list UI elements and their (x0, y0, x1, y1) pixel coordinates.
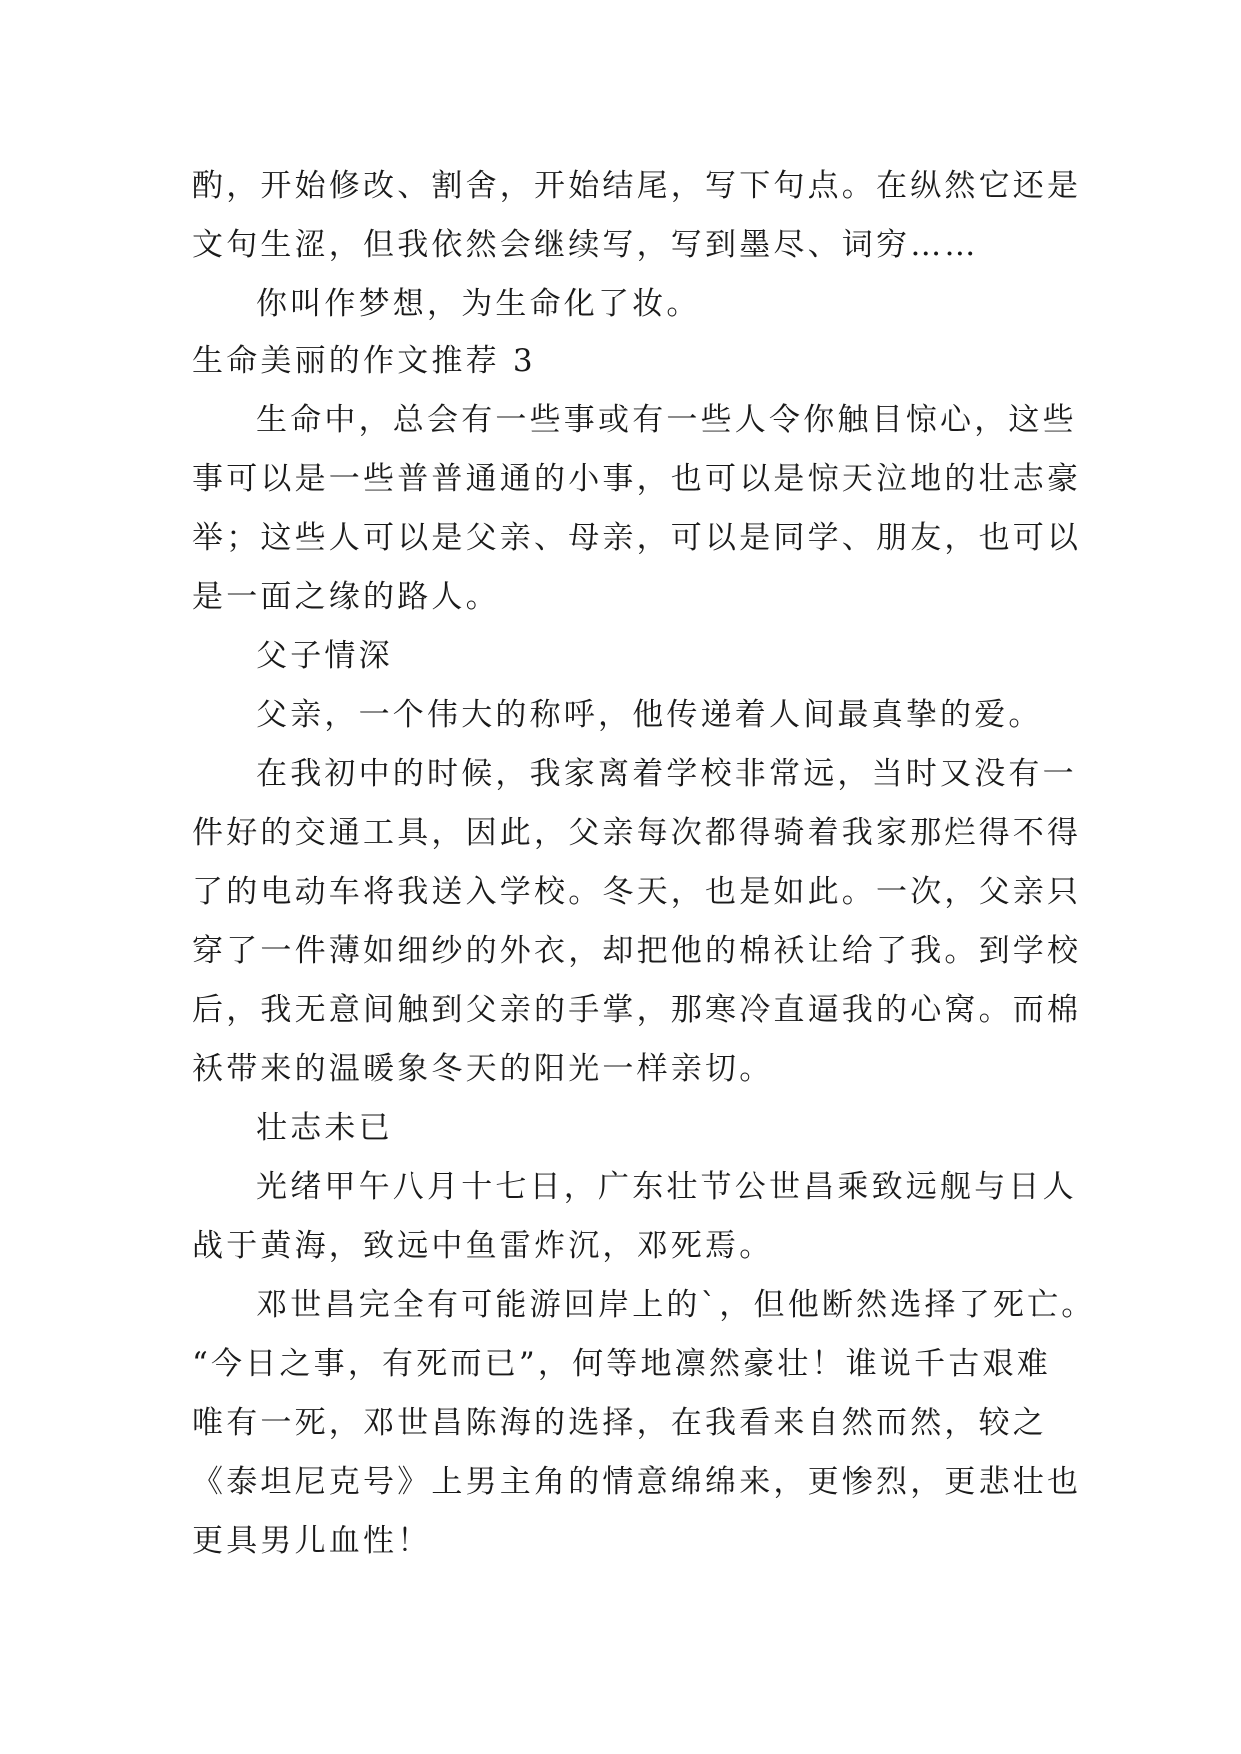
text-line: 穿了一件薄如细纱的外衣，却把他的棉袄让给了我。到学校 (192, 933, 1082, 969)
text-line: “今日之事，有死而已”，何等地凛然豪壮！谁说千古艰难 (192, 1346, 1051, 1382)
text-line: 酌，开始修改、割舍，开始结尾，写下句点。在纵然它还是 (192, 168, 1082, 204)
text-line: 事可以是一些普普通通的小事，也可以是惊天泣地的壮志豪 (192, 461, 1082, 497)
subheading: 父子情深 (256, 638, 393, 674)
text-line: 生命中，总会有一些事或有一些人令你触目惊心，这些 (256, 402, 1077, 438)
text-line: 文句生涩，但我依然会继续写，写到墨尽、词穷…… (192, 227, 979, 263)
text-line: 邓世昌完全有可能游回岸上的`，但他断然选择了死亡。 (256, 1287, 1096, 1323)
subheading: 壮志未已 (256, 1110, 393, 1146)
text-line: 《泰坦尼克号》上男主角的情意绵绵来，更惨烈，更悲壮也 (192, 1464, 1082, 1500)
text-line: 是一面之缘的路人。 (192, 579, 500, 615)
text-line: 光绪甲午八月十七日，广东壮节公世昌乘致远舰与日人 (256, 1169, 1077, 1205)
text-line: 在我初中的时候，我家离着学校非常远，当时又没有一 (256, 756, 1077, 792)
text-line: 后，我无意间触到父亲的手掌，那寒冷直逼我的心窝。而棉 (192, 992, 1082, 1028)
text-line: 更具男儿血性！ (192, 1523, 432, 1559)
text-line: 袄带来的温暖象冬天的阳光一样亲切。 (192, 1051, 774, 1087)
text-line: 父亲，一个伟大的称呼，他传递着人间最真挚的爱。 (256, 697, 1043, 733)
text-line: 了的电动车将我送入学校。冬天，也是如此。一次，父亲只 (192, 874, 1082, 910)
section-heading: 生命美丽的作文推荐 3 (192, 343, 536, 379)
text-line: 唯有一死，邓世昌陈海的选择，在我看来自然而然，较之 (192, 1405, 1047, 1441)
text-line: 举；这些人可以是父亲、母亲，可以是同学、朋友，也可以 (192, 520, 1082, 556)
text-line: 件好的交通工具，因此，父亲每次都得骑着我家那烂得不得 (192, 815, 1082, 851)
text-line: 你叫作梦想，为生命化了妆。 (256, 286, 701, 322)
text-line: 战于黄海，致远中鱼雷炸沉，邓死焉。 (192, 1228, 774, 1264)
